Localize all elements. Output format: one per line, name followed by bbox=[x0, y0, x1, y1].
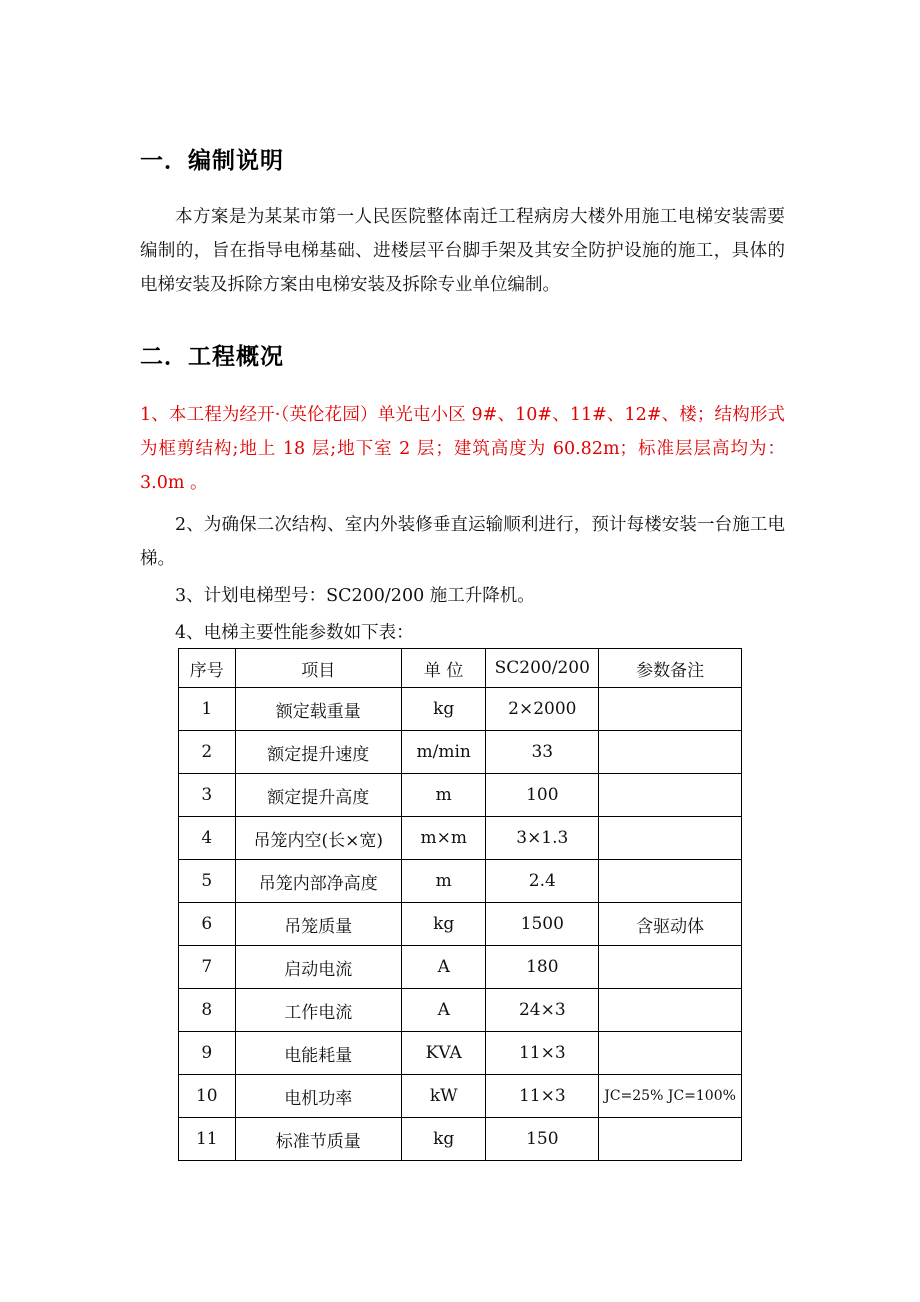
table-cell: 2×2000 bbox=[486, 688, 599, 731]
table-cell bbox=[599, 989, 742, 1032]
table-cell: 1 bbox=[179, 688, 236, 731]
table-cell: kW bbox=[401, 1075, 485, 1118]
table-row bbox=[179, 817, 742, 860]
table-cell: 9 bbox=[179, 1032, 236, 1075]
table-cell: 吊笼内部净高度 bbox=[235, 860, 401, 903]
table-header-row bbox=[179, 649, 742, 688]
table-cell bbox=[599, 1032, 742, 1075]
table-cell: 吊笼质量 bbox=[235, 903, 401, 946]
table-cell: 吊笼内空(长×宽) bbox=[235, 817, 401, 860]
table-cell: 6 bbox=[179, 903, 236, 946]
table-row bbox=[179, 1118, 742, 1161]
table-cell: 额定载重量 bbox=[235, 688, 401, 731]
table-cell: 150 bbox=[486, 1118, 599, 1161]
header-cell-index: 序号 bbox=[179, 649, 236, 688]
section-heading-1: 一．编制说明 bbox=[140, 148, 284, 174]
table-cell: m/min bbox=[401, 731, 485, 774]
table-cell: 8 bbox=[179, 989, 236, 1032]
table-cell: 额定提升速度 bbox=[235, 731, 401, 774]
table-cell: 7 bbox=[179, 946, 236, 989]
table-row bbox=[179, 1075, 742, 1118]
table-cell: m×m bbox=[401, 817, 485, 860]
table-cell: 4 bbox=[179, 817, 236, 860]
table-row bbox=[179, 946, 742, 989]
table-row bbox=[179, 774, 742, 817]
table-cell bbox=[599, 774, 742, 817]
table-cell: 电能耗量 bbox=[235, 1032, 401, 1075]
table-row bbox=[179, 989, 742, 1032]
header-cell-note: 参数备注 bbox=[599, 649, 742, 688]
table-row bbox=[179, 688, 742, 731]
table-cell: 100 bbox=[486, 774, 599, 817]
table-cell: 5 bbox=[179, 860, 236, 903]
table-cell: 24×3 bbox=[486, 989, 599, 1032]
table-cell: 2.4 bbox=[486, 860, 599, 903]
table-row bbox=[179, 731, 742, 774]
table-row bbox=[179, 860, 742, 903]
table-cell bbox=[599, 946, 742, 989]
header-cell-model: SC200/200 bbox=[486, 649, 599, 688]
table-cell: A bbox=[401, 946, 485, 989]
elevator-spec-table bbox=[178, 648, 742, 1161]
table-row bbox=[179, 1032, 742, 1075]
table-cell: 3×1.3 bbox=[486, 817, 599, 860]
project-overview-item-2: 2、为确保二次结构、室内外装修垂直运输顺利进行，预计每楼安装一台施工电梯。 bbox=[140, 515, 785, 569]
table-cell: 工作电流 bbox=[235, 989, 401, 1032]
table-cell: A bbox=[401, 989, 485, 1032]
table-cell: 额定提升高度 bbox=[235, 774, 401, 817]
table-cell bbox=[599, 860, 742, 903]
table-cell: 33 bbox=[486, 731, 599, 774]
table-cell: kg bbox=[401, 1118, 485, 1161]
table-cell: 1500 bbox=[486, 903, 599, 946]
table-cell: KVA bbox=[401, 1032, 485, 1075]
table-cell bbox=[599, 817, 742, 860]
project-overview-item-4: 4、电梯主要性能参数如下表： bbox=[175, 623, 414, 643]
project-overview-item-3: 3、计划电梯型号：SC200/200 施工升降机。 bbox=[175, 586, 535, 606]
table-cell: 11×3 bbox=[486, 1032, 599, 1075]
table-cell: 180 bbox=[486, 946, 599, 989]
header-cell-unit: 单 位 bbox=[401, 649, 485, 688]
section1-paragraph: 本方案是为某某市第一人民医院整体南迁工程病房大楼外用施工电梯安装需要编制的，旨在指导电梯基础、进楼层平台脚手架及其安全防护设施的施工，具体的电梯安装及拆除方案由电梯安装及拆除专业单位编制。 bbox=[140, 207, 785, 295]
table-cell: m bbox=[401, 774, 485, 817]
table-cell: 标准节质量 bbox=[235, 1118, 401, 1161]
table-cell: 启动电流 bbox=[235, 946, 401, 989]
project-overview-item-1: 1、本工程为经开·（英伦花园）单光屯小区 9#、10#、11#、12#、楼；结构形式为框剪结构;地上 18 层;地下室 2 层；建筑高度为 60.82m；标准层层高均为：3.0m 。 bbox=[140, 405, 785, 493]
table-cell bbox=[599, 1118, 742, 1161]
table-cell: 11×3 bbox=[486, 1075, 599, 1118]
table-cell: 3 bbox=[179, 774, 236, 817]
section-heading-2: 二．工程概况 bbox=[140, 344, 284, 370]
header-cell-item: 项目 bbox=[235, 649, 401, 688]
table-cell bbox=[599, 731, 742, 774]
table-cell: 2 bbox=[179, 731, 236, 774]
table-cell: m bbox=[401, 860, 485, 903]
table-cell: 含驱动体 bbox=[599, 903, 742, 946]
table-cell: JC=25% JC=100% bbox=[599, 1075, 742, 1118]
table-row bbox=[179, 903, 742, 946]
table-cell: 电机功率 bbox=[235, 1075, 401, 1118]
table-cell: kg bbox=[401, 688, 485, 731]
table-cell: 10 bbox=[179, 1075, 236, 1118]
table-cell: 11 bbox=[179, 1118, 236, 1161]
table-cell: kg bbox=[401, 903, 485, 946]
table-cell bbox=[599, 688, 742, 731]
